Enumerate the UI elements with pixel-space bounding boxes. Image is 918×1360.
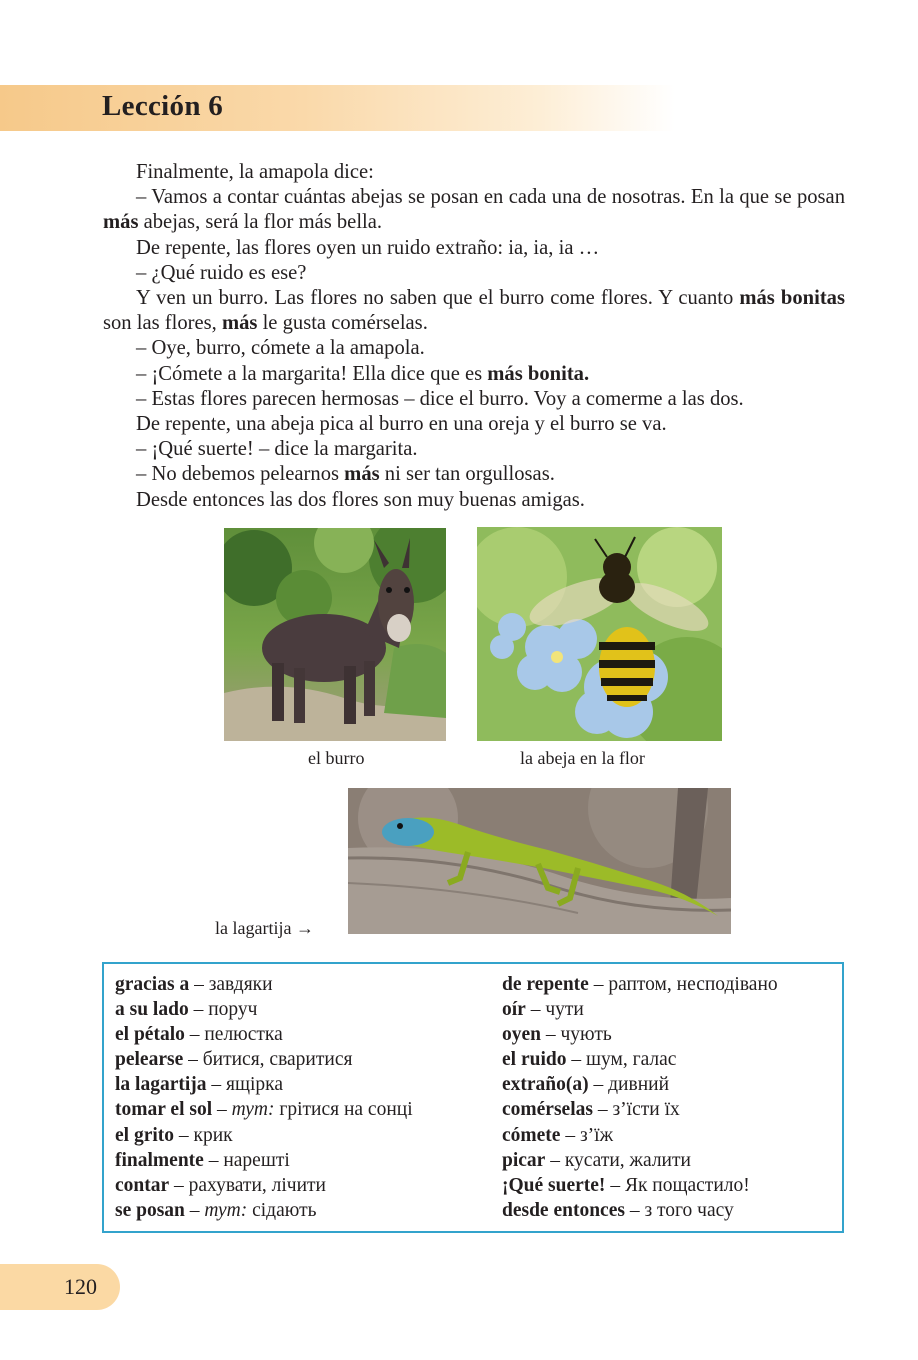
vocabulary-definition: – шум, галас: [566, 1049, 677, 1071]
vocabulary-entry: [502, 997, 778, 1022]
vocabulary-entry: [115, 1148, 413, 1173]
bold-word: más bonitas: [739, 287, 845, 310]
vocabulary-term: pelearse: [115, 1049, 184, 1071]
vocabulary-definition: – з’їж: [560, 1124, 614, 1146]
vocabulary-definition: – дивний: [588, 1074, 670, 1096]
vocabulary-entry: [115, 997, 413, 1022]
vocabulary-definition: – битися, сваритися: [183, 1049, 353, 1071]
text-run: le gusta comérselas.: [257, 312, 428, 335]
vocabulary-definition: – раптом, несподівано: [588, 974, 778, 995]
vocabulary-term: oyen: [502, 1024, 541, 1046]
lesson-title: Lección 6: [102, 90, 224, 122]
vocabulary-note: тут:: [204, 1199, 248, 1221]
donkey-photo: [224, 528, 446, 741]
vocabulary-definition: – Як пощастило!: [605, 1174, 750, 1196]
vocabulary-entry: [502, 1148, 778, 1173]
vocabulary-entry: [115, 1022, 413, 1047]
text-run: – ¡Cómete a la margarita! Ella dice que es: [136, 362, 488, 385]
vocabulary-term: picar: [502, 1149, 546, 1171]
vocabulary-term: desde entonces: [502, 1199, 625, 1221]
story-paragraph: [103, 336, 845, 361]
vocabulary-entry: [115, 1072, 413, 1097]
vocabulary-entry: [115, 1198, 413, 1223]
page-number: 120: [64, 1274, 97, 1299]
story-paragraph: [103, 362, 845, 387]
vocabulary-term: a su lado: [115, 999, 189, 1021]
vocabulary-definition: – пелюстка: [184, 1024, 283, 1046]
vocabulary-definition: сідають: [247, 1199, 317, 1221]
vocabulary-term: cómete: [502, 1124, 561, 1146]
page-number-tab: [0, 1264, 120, 1310]
vocabulary-entry: [502, 1123, 778, 1148]
vocabulary-term: tomar el sol: [115, 1099, 213, 1121]
story-paragraph: [103, 412, 845, 437]
text-run: Finalmente, la amapola dice:: [136, 161, 374, 183]
text-run: son las flores,: [103, 312, 222, 335]
vocabulary-entry: [115, 1123, 413, 1148]
text-run: – No debemos pelearnos: [136, 463, 345, 486]
vocabulary-term: el ruido: [502, 1049, 567, 1071]
lizard-photo: [348, 788, 731, 934]
bee-on-flower-photo: [477, 527, 722, 741]
vocabulary-definition: грітися на сонці: [274, 1099, 413, 1121]
story-paragraph: [103, 160, 845, 185]
story-paragraph: [103, 462, 845, 487]
vocabulary-definition: – нарешті: [203, 1149, 290, 1171]
story-paragraph: [103, 261, 845, 286]
vocabulary-entry: [502, 1072, 778, 1097]
bold-word: más: [103, 211, 139, 234]
text-run: Desde entonces las dos flores son muy buenas amigas.: [136, 488, 585, 511]
text-run: – ¡Qué suerte! – dice la margarita.: [136, 438, 418, 461]
vocabulary-term: comérselas: [502, 1099, 593, 1121]
story-paragraph: [103, 185, 845, 235]
text-run: – ¿Qué ruido es ese?: [136, 261, 307, 284]
vocabulary-entry: [115, 972, 413, 997]
vocabulary-definition: – з того часу: [624, 1199, 734, 1221]
vocabulary-term: de repente: [502, 974, 589, 995]
vocabulary-box: [102, 962, 844, 1233]
vocabulary-left-column: [115, 972, 413, 1223]
vocabulary-definition: – рахувати, лічити: [169, 1174, 326, 1196]
vocabulary-definition: –: [212, 1099, 232, 1121]
bold-word: más bonita.: [487, 362, 590, 385]
vocabulary-entry: [502, 1173, 778, 1198]
lizard-caption: la lagartija →: [215, 918, 314, 938]
text-run: De repente, las flores oyen un ruido extraño: ia, ia, ia …: [136, 236, 600, 259]
vocabulary-entry: [115, 1097, 413, 1122]
vocabulary-entry: [502, 1198, 778, 1223]
vocabulary-entry: [502, 972, 778, 997]
vocabulary-term: ¡Qué suerte!: [502, 1174, 606, 1196]
vocabulary-note: тут:: [231, 1099, 275, 1121]
vocabulary-entry: [502, 1097, 778, 1122]
vocabulary-definition: – крик: [174, 1124, 233, 1146]
bee-caption: la abeja en la flor: [520, 748, 645, 768]
text-run: De repente, una abeja pica al burro en una oreja y el burro se va.: [136, 413, 667, 436]
vocabulary-definition: – поруч: [188, 999, 258, 1021]
vocabulary-entry: [502, 1022, 778, 1047]
vocabulary-term: la lagartija: [115, 1074, 207, 1096]
text-run: – Estas flores parecen hermosas – dice el burro. Voy a comerme a las dos.: [136, 387, 744, 410]
text-run: ni ser tan orgullosas.: [379, 463, 555, 486]
vocabulary-definition: – завдяки: [189, 974, 273, 995]
vocabulary-term: finalmente: [115, 1149, 204, 1171]
vocabulary-definition: – ящірка: [206, 1074, 284, 1096]
text-run: abejas, será la flor más bella.: [138, 211, 383, 234]
donkey-caption: el burro: [308, 748, 365, 768]
vocabulary-term: oír: [502, 999, 526, 1021]
vocabulary-definition: – кусати, жалити: [545, 1149, 691, 1171]
vocabulary-term: el grito: [115, 1124, 175, 1146]
story-paragraph: [103, 286, 845, 336]
vocabulary-term: extraño(a): [502, 1074, 589, 1096]
vocabulary-term: contar: [115, 1174, 170, 1196]
vocabulary-term: se posan: [115, 1199, 185, 1221]
text-run: – Vamos a contar cuántas abejas se posan en cada una de nosotras. En la que se posan: [136, 186, 845, 209]
bold-word: más: [221, 312, 258, 335]
vocabulary-entry: [115, 1173, 413, 1198]
vocabulary-definition: – чують: [541, 1024, 612, 1046]
vocabulary-definition: –: [184, 1199, 205, 1221]
vocabulary-term: el pétalo: [115, 1024, 185, 1046]
vocabulary-definition: – з’їсти їх: [592, 1099, 680, 1121]
text-run: – Oye, burro, cómete a la amapola.: [136, 337, 425, 360]
story-paragraph: [103, 236, 845, 261]
vocabulary-definition: – чути: [525, 999, 584, 1021]
story-paragraph: [103, 437, 845, 462]
story-paragraph: [103, 488, 845, 513]
bold-word: más: [344, 463, 380, 486]
story-paragraph: [103, 387, 845, 412]
text-run: Y ven un burro. Las flores no saben que el burro come flores. Y cuanto: [136, 287, 740, 310]
vocabulary-right-column: [502, 972, 778, 1223]
vocabulary-entry: [115, 1047, 413, 1072]
vocabulary-term: gracias a: [115, 974, 190, 995]
vocabulary-entry: [502, 1047, 778, 1072]
story-text: [103, 160, 845, 513]
